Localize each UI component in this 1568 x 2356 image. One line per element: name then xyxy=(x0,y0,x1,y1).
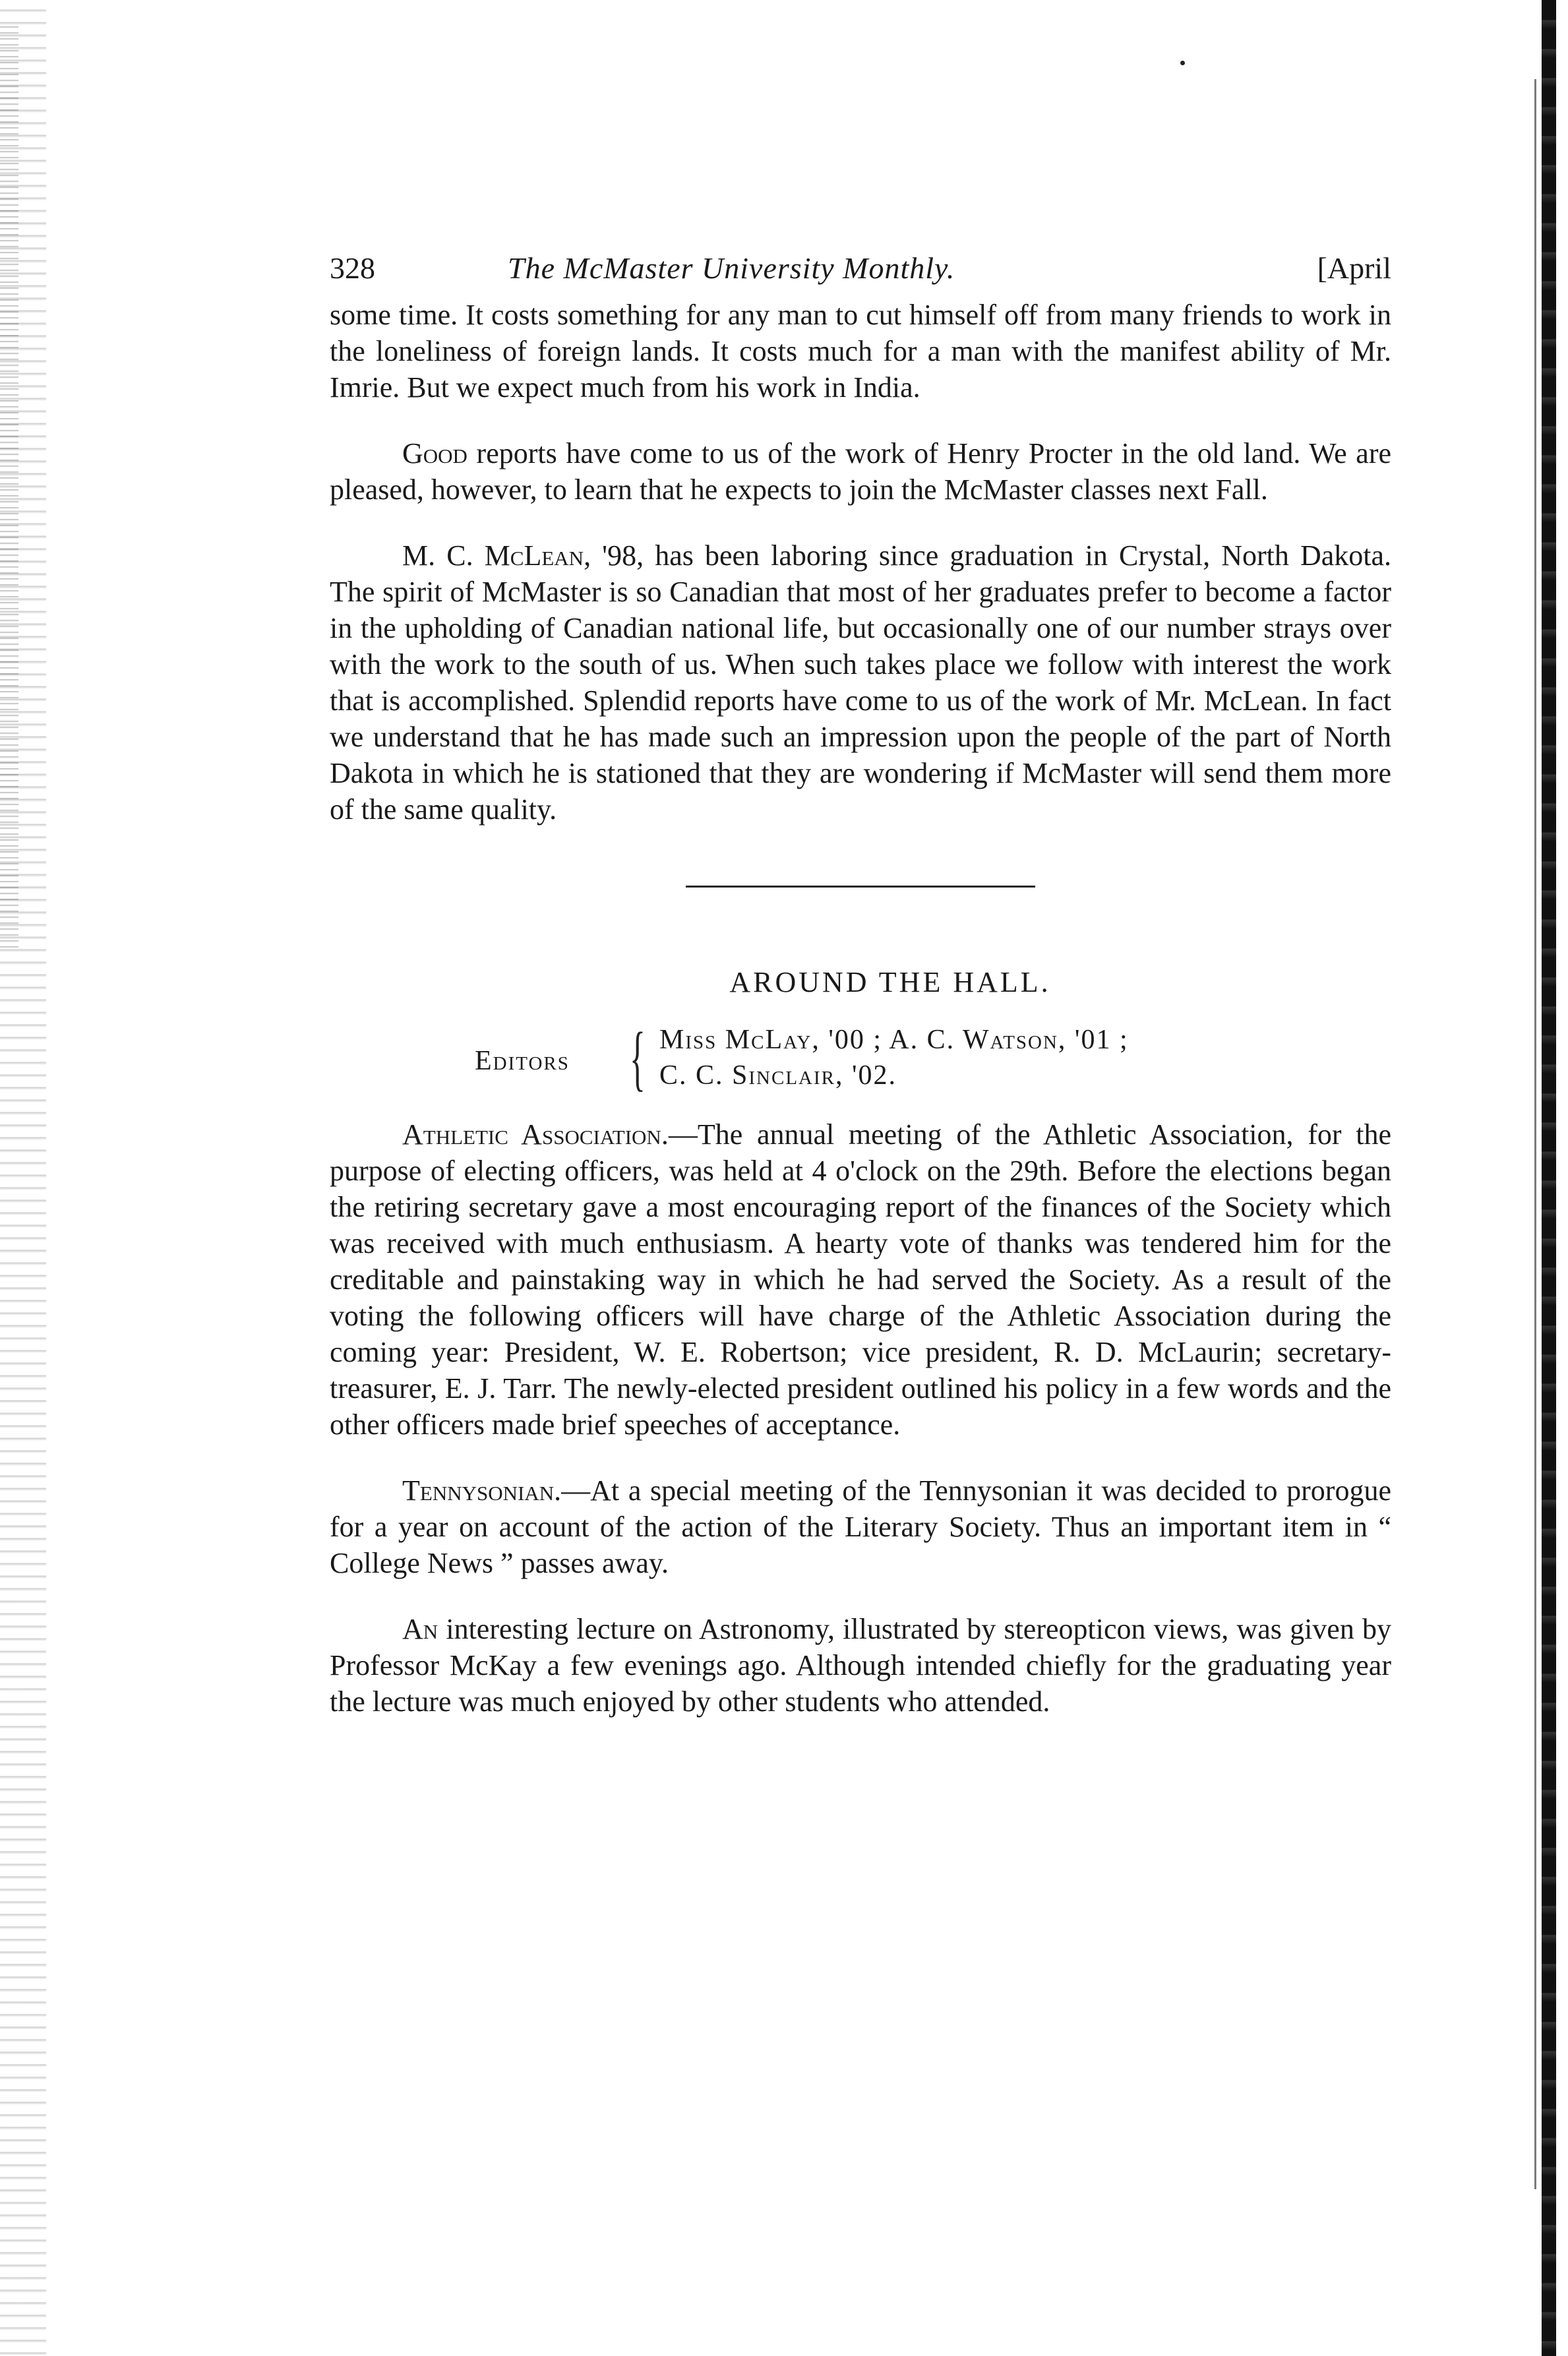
lead-name: M. C. McLean xyxy=(402,539,584,572)
journal-title: The McMaster University Monthly. xyxy=(508,251,955,285)
scan-edge-right xyxy=(1542,0,1556,2356)
paragraph-tennysonian xyxy=(330,1472,1391,1581)
section-title: AROUND THE HALL. xyxy=(729,966,1051,998)
editors-line-2: C. C. Sinclair, '02. xyxy=(659,1060,897,1091)
paragraph-mclean xyxy=(330,537,1391,828)
editors-line-1: Miss McLay, '00 ; A. C. Watson, '01 ; xyxy=(659,1025,1129,1055)
paragraph-text: interesting lecture on Astronomy, illustrated by stereopticon views, was given by Professor McKay a few evenings ago. Although intended chiefly for the graduating year the lecture was much enjoyed by other students who attended. xyxy=(330,1613,1391,1718)
scan-edge-left-marks xyxy=(0,26,18,950)
lead-heading: Tennysonian. xyxy=(402,1474,562,1507)
paragraph-procter xyxy=(330,435,1391,508)
paragraph-text: —The annual meeting of the Athletic Association, for the purpose of electing officers, was held at 4 o'clock on the 29th. Before the elections began the retiring secretary gave a most encouraging report of the finances of the Society which was received with much enthusiasm. A hearty vote of thanks was tendered him for the creditable and painstaking way in which he had served the Society. As a result of the voting the following officers will have charge of the Athletic Association during the coming year: President, W. E. Robertson; vice president, R. D. McLaurin; secretary-treasurer, E. J. Tarr. The newly-elected president outlined his policy in a few words and the other officers made brief speeches of acceptance. xyxy=(330,1118,1391,1441)
paragraph-text: reports have come to us of the work of Henry Procter in the old land. We are pleased, however, to learn that he expects to join the McMaster classes next Fall. xyxy=(330,437,1391,506)
scan-speck xyxy=(1180,61,1185,65)
page-number: 328 xyxy=(330,251,375,285)
paragraph-text: —At a special meeting of the Tennysonian it was decided to prorogue for a year on account of the action of the Literary Society. Thus an important item in “ College News ” passes away. xyxy=(330,1474,1391,1579)
lead-heading: Athletic Association. xyxy=(402,1118,669,1151)
lead-word: Good xyxy=(402,437,467,469)
editors-label: Editors xyxy=(475,1046,570,1076)
paragraph-athletic xyxy=(330,1116,1391,1443)
paragraph-text: , '98, has been laboring since graduation in Crystal, North Dakota. The spirit of McMaster is so Canadian that most of her graduates prefer to become a factor in the upholding of Canadian national life, but occasionally one of our number strays over with the work to the south of us. When such takes place we follow with interest the work that is accomplished. Splendid reports have come to us of the work of Mr. McLean. In fact we understand that he has made such an impression upon the people of the part of North Dakota in which he is stationed that they are wondering if McMaster will send them more of the same quality. xyxy=(330,539,1392,826)
paragraph-astronomy xyxy=(330,1611,1391,1720)
issue-month: [April xyxy=(1317,251,1391,285)
paragraph-imrie: some time. It costs something for any man to cut himself off from many friends to work in the loneliness of foreign lands. It costs much for a man with the manifest ability of Mr. Imrie. But we expect much from his work in India. xyxy=(330,299,1391,404)
editors-block xyxy=(330,1017,1391,1103)
running-head xyxy=(330,244,1391,297)
section-divider xyxy=(686,886,1035,888)
brace-icon: { xyxy=(630,1017,646,1098)
scan-edge-right-line xyxy=(1534,79,1536,2189)
page-content xyxy=(330,244,1391,1720)
lead-word: An xyxy=(402,1613,438,1645)
